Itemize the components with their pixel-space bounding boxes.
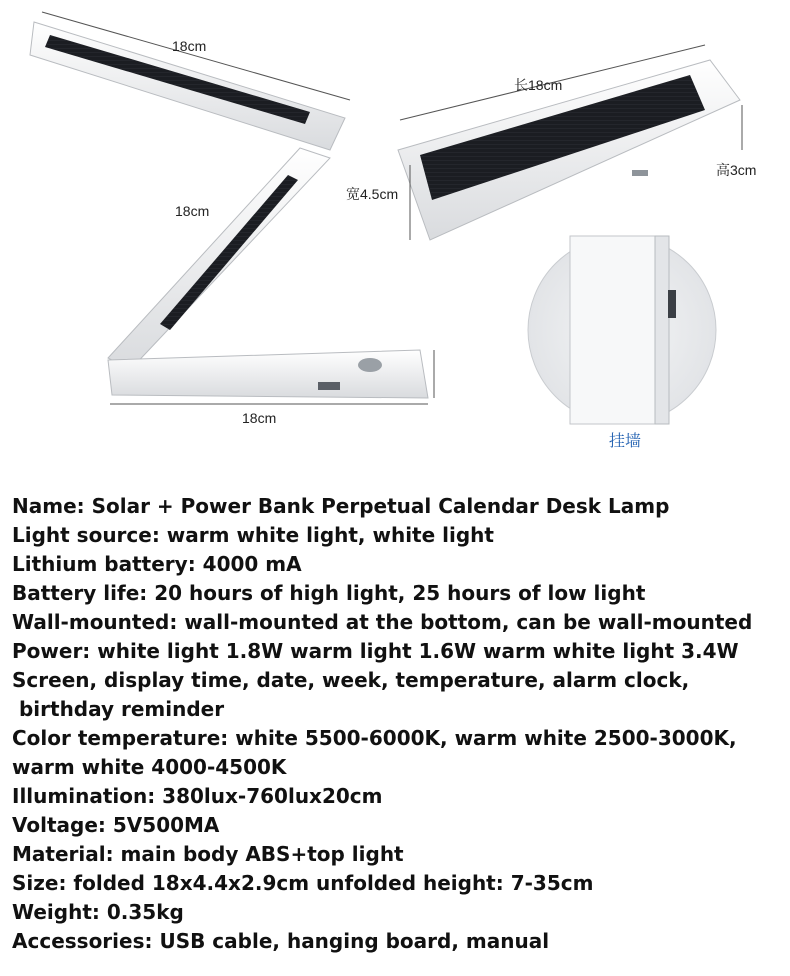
- wall-mount-detail: [528, 236, 716, 424]
- wall-mount-label: 挂墙: [609, 433, 642, 450]
- spec-line-name: Name: Solar + Power Bank Perpetual Calendar Desk Lamp: [12, 494, 670, 518]
- length-dimension: 长18cm: [514, 77, 563, 93]
- spec-line-screen-cont: birthday reminder: [12, 697, 225, 721]
- width-dimension: 宽4.5cm: [346, 186, 399, 202]
- middle-arm-dimension: 18cm: [175, 203, 210, 219]
- spec-line-accessories: Accessories: USB cable, hanging board, manual: [12, 929, 550, 953]
- spec-line-screen: Screen, display time, date, week, temperature, alarm clock,: [12, 668, 690, 692]
- spec-line-light-source: Light source: warm white light, white light: [12, 523, 494, 547]
- spec-line-battery: Lithium battery: 4000 mA: [12, 552, 302, 576]
- spec-line-color-temperature-cont: warm white 4000-4500K: [12, 755, 287, 779]
- top-arm-dimension: 18cm: [172, 38, 207, 54]
- spec-line-battery-life: Battery life: 20 hours of high light, 25 hours of low light: [12, 581, 646, 605]
- product-figure: [0, 0, 790, 470]
- height-dimension: 高3cm: [716, 162, 757, 178]
- spec-line-weight: Weight: 0.35kg: [12, 900, 184, 924]
- lamp-illustration: [0, 0, 790, 470]
- spec-line-wall-mounted: Wall-mounted: wall-mounted at the bottom, can be wall-mounted: [12, 610, 753, 634]
- spec-line-size: Size: folded 18x4.4x2.9cm unfolded height: 7-35cm: [12, 871, 594, 895]
- spec-line-power: Power: white light 1.8W warm light 1.6W warm white light 3.4W: [12, 639, 739, 663]
- spec-line-voltage: Voltage: 5V500MA: [12, 813, 220, 837]
- touch-button-icon: [358, 358, 382, 372]
- lamp-base: [108, 350, 428, 398]
- lamp-middle-arm: [108, 148, 330, 370]
- spec-list: [12, 492, 782, 956]
- spec-line-color-temperature: Color temperature: white 5500-6000K, warm white 2500-3000K,: [12, 726, 737, 750]
- spec-line-illumination: Illumination: 380lux-760lux20cm: [12, 784, 383, 808]
- lamp-closed: [398, 60, 740, 240]
- spec-line-material: Material: main body ABS+top light: [12, 842, 404, 866]
- usb-port-icon: [318, 382, 340, 390]
- usb-port-icon-closed: [632, 170, 648, 176]
- base-dimension: 18cm: [242, 410, 277, 426]
